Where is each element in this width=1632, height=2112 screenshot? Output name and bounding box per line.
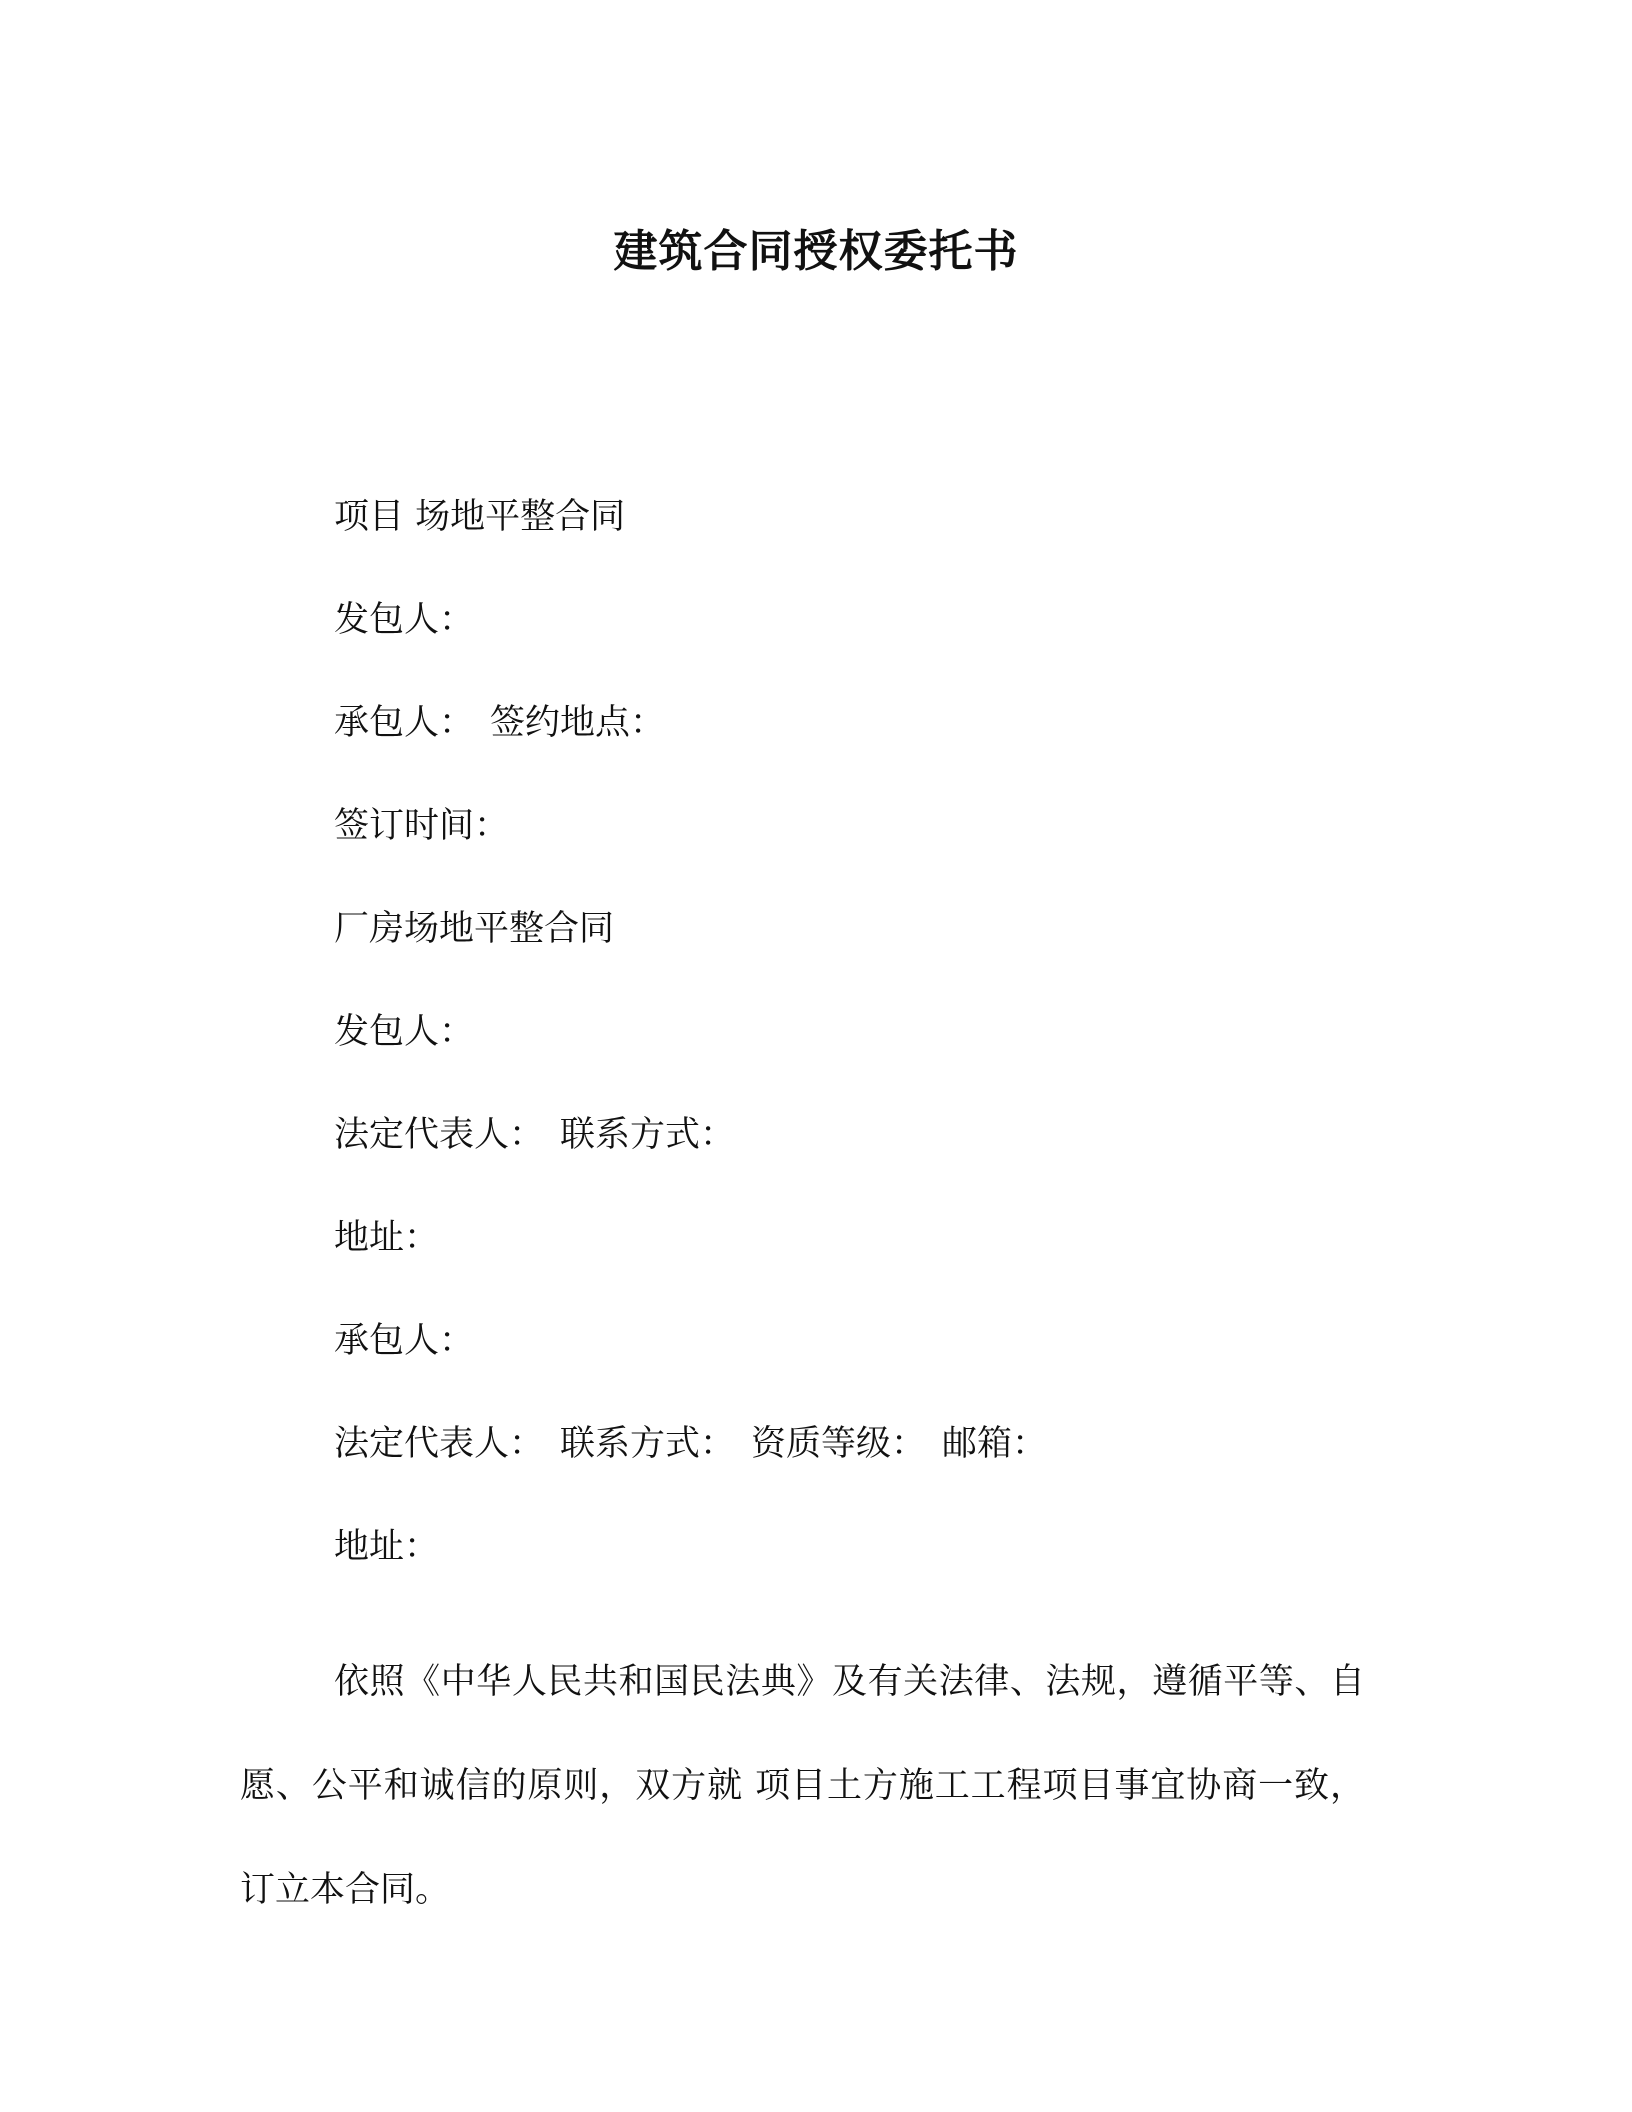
contract-name: 厂房场地平整合同	[334, 909, 615, 949]
employer-label-1: 发包人：	[334, 600, 475, 640]
signing-time-label: 签订时间：	[334, 806, 510, 846]
contractor-label-1: 承包人：	[334, 703, 475, 743]
legal-rep-contact-row-2	[334, 1419, 1047, 1469]
contact-label-2: 联系方式：	[560, 1424, 736, 1464]
address-label-1: 地址：	[334, 1218, 440, 1258]
employer-label-2: 发包人：	[334, 1012, 475, 1052]
contractor-label-2: 承包人：	[334, 1321, 475, 1361]
legal-rep-label-2: 法定代表人：	[334, 1424, 545, 1464]
legal-rep-contact-row-1	[334, 1110, 735, 1160]
email-label: 邮箱：	[942, 1424, 1048, 1464]
document-title: 建筑合同授权委托书	[613, 226, 1019, 277]
contact-label-1: 联系方式：	[560, 1115, 736, 1155]
project-line: 项目 场地平整合同	[334, 497, 626, 537]
signing-place-label: 签约地点：	[490, 703, 666, 743]
qualification-label: 资质等级：	[751, 1424, 927, 1464]
address-label-2: 地址：	[334, 1527, 440, 1567]
contract-body-paragraph: 依照《中华人民共和国民法典》及有关法律、法规，遵循平等、自愿、公平和诚信的原则，双方就 项目土方施工工程项目事宜协商一致，订立本合同。	[240, 1662, 1365, 1910]
legal-rep-label-1: 法定代表人：	[334, 1115, 545, 1155]
contractor-signing-place-row	[334, 698, 665, 748]
